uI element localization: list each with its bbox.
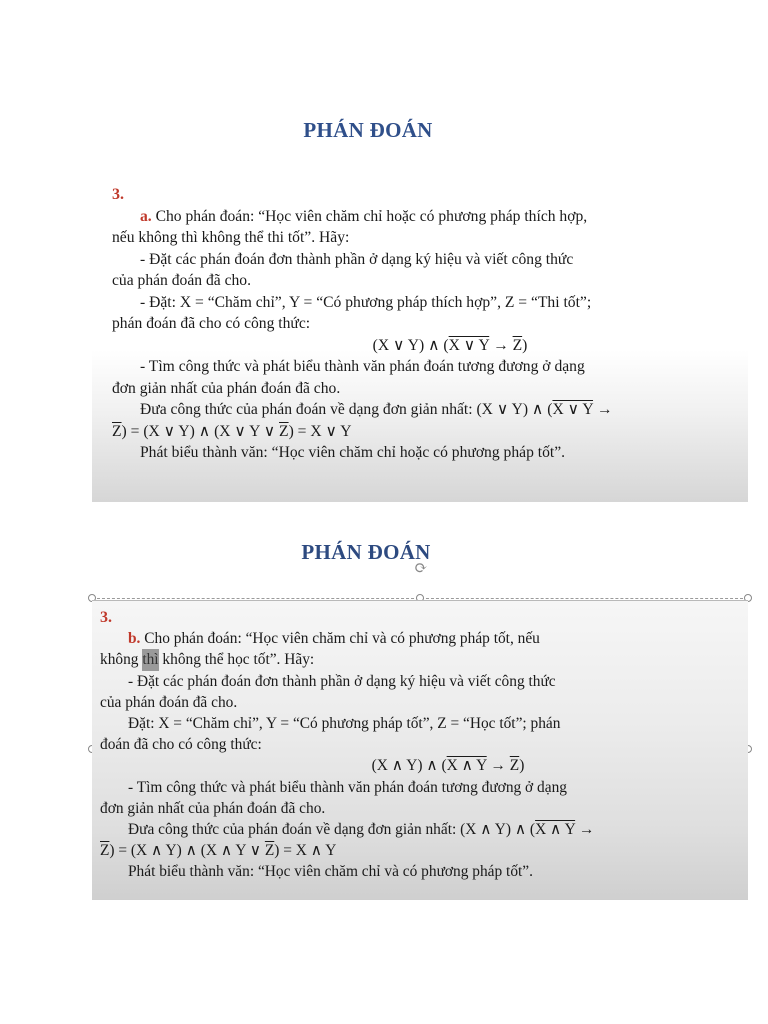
section1-statement: Phát biểu thành văn: “Học viên chăm chỉ hoặc có phương pháp tốt”. (140, 444, 566, 461)
rotate-handle-icon[interactable]: ⟳ (414, 560, 428, 577)
section2-define: Đặt: X = “Chăm chỉ”, Y = “Có phương pháp tốt”, Z = “Học tốt”; phán (128, 715, 561, 733)
section1-number: 3. (112, 186, 124, 203)
section2-simplify-cont: $\overline{Z}) = (X$ ∧ Y) ∧ (X ∧ Y ∨ $\overline{Z}) = X$ ∧ Y (100, 842, 337, 860)
section2-intro: b. Cho phán đoán: “Học viên chăm chỉ và có phương pháp tốt, nếu (128, 630, 540, 648)
section1-content (92, 180, 748, 502)
section2-content[interactable] (92, 600, 748, 900)
section1-label: a. (140, 207, 152, 225)
section2-task1: - Đặt các phán đoán đơn thành phần ở dạng ký hiệu và viết công thức (128, 672, 556, 690)
section1-simplify-cont: $\overline{Z}) = (X$ ∨ Y) ∧ (X ∨ Y ∨ $\overline{Z}) = X$ ∨ Y (112, 422, 352, 440)
text-cursor-highlight: thì (142, 649, 158, 670)
section1-define: - Đặt: X = “Chăm chỉ”, Y = “Có phương pháp thích hợp”, Z = “Thi tốt”; (140, 293, 592, 311)
section1-task2-cont: đơn giản nhất của phán đoán đã cho. (112, 379, 341, 397)
section1-define-cont: phán đoán đã cho có công thức: (112, 315, 311, 332)
section2-title: PHÁN ĐOÁN (301, 540, 431, 564)
section1-formula: (X ∨ Y) ∧ (X ∨ $Y \to \overline{Z}$) (372, 336, 528, 354)
section2-task2: - Tìm công thức và phát biểu thành văn phán đoán tương đương ở dạng (128, 778, 567, 796)
section1-task1: - Đặt các phán đoán đơn thành phần ở dạng ký hiệu và viết công thức (140, 250, 574, 268)
section2-task2-cont: đơn giản nhất của phán đoán đã cho. (100, 799, 326, 817)
section2-define-cont: đoán đã cho có công thức: (100, 736, 262, 754)
section2-intro-cont: không thì không thể học tốt”. Hãy: (100, 649, 736, 670)
section1-task1-cont: của phán đoán đã cho. (112, 272, 251, 289)
section2-task1-cont: của phán đoán đã cho. (100, 693, 238, 711)
section2-statement: Phát biểu thành văn: “Học viên chăm chỉ và có phương pháp tốt”. (128, 863, 533, 881)
section1-title: PHÁN ĐOÁN (303, 118, 433, 142)
section1-task2: - Tìm công thức và phát biểu thành văn phán đoán tương đương ở dạng (140, 358, 585, 375)
section2-simplify: Đưa công thức của phán đoán về dạng đơn giản nhất: (X ∧ Y) ∧ (X ∧ Y → (128, 821, 595, 839)
section1-intro-cont: nếu không thì không thể thi tốt”. Hãy: (112, 229, 350, 246)
section2-label: b. (128, 630, 141, 648)
section2-formula: (X ∧ Y) ∧ (X ∧ $Y \to \overline{Z}$) (371, 757, 525, 775)
section1-intro: a. Cho phán đoán: “Học viên chăm chỉ hoặc có phương pháp thích hợp, (140, 207, 588, 225)
section1-simplify: Đưa công thức của phán đoán về dạng đơn giản nhất: (X ∨ Y) ∧ (X ∨ Y → (140, 401, 613, 418)
section2-number: 3. (100, 609, 112, 626)
